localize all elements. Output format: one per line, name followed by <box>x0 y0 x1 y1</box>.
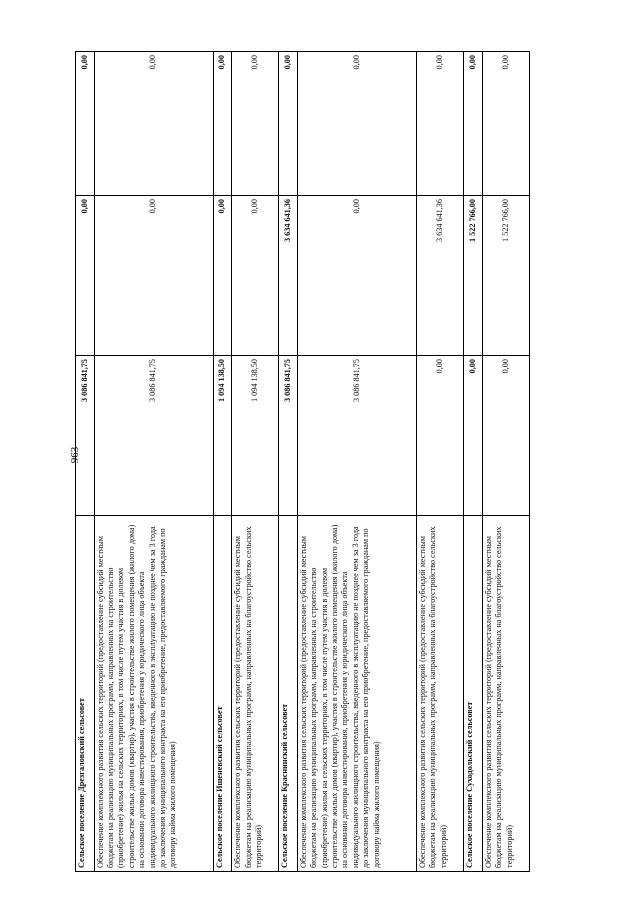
value-2021: 1 094 138,50 <box>213 356 232 516</box>
row-name: Сельское поселение Дрезгаловский сельсовет <box>76 516 95 872</box>
row-name: Обеспечение комплексного развития сельских территорий (предоставление субсидий местным бюджетам на реализацию муниципальных программ, направленных на благоустройство сельских территорий) <box>416 516 463 872</box>
row-name: Сельское поселение Суходольский сельсовет <box>464 516 483 872</box>
value-2022: 0,00 <box>232 196 279 356</box>
value-2022: 3 634 641,36 <box>279 196 298 356</box>
value-2023: 0,00 <box>232 52 279 196</box>
value-2021: 1 094 138,50 <box>232 356 279 516</box>
table-row <box>416 52 463 872</box>
value-2023: 0,00 <box>94 52 213 196</box>
value-2023: 0,00 <box>213 52 232 196</box>
row-name: Обеспечение комплексного развития сельских территорий (предоставление субсидий местным бюджетам на реализацию муниципальных программ, направленных на благоустройство сельских территорий) <box>482 516 529 872</box>
budget-table-body <box>76 52 530 872</box>
value-2023: 0,00 <box>416 52 463 196</box>
settlement-header-row <box>213 52 232 872</box>
table-row <box>232 52 279 872</box>
value-2021: 3 086 841,75 <box>94 356 213 516</box>
row-name: Сельское поселение Краснинский сельсовет <box>279 516 298 872</box>
rotated-table-container <box>75 52 530 872</box>
value-2021: 3 086 841,75 <box>279 356 298 516</box>
value-2023: 0,00 <box>297 52 416 196</box>
settlement-header-row <box>464 52 483 872</box>
value-2022: 0,00 <box>94 196 213 356</box>
value-2021: 0,00 <box>482 356 529 516</box>
settlement-header-row <box>76 52 95 872</box>
value-2022: 1 522 766,00 <box>464 196 483 356</box>
table-row <box>94 52 213 872</box>
budget-table <box>75 51 530 872</box>
table-row <box>482 52 529 872</box>
settlement-header-row <box>279 52 298 872</box>
row-name: Обеспечение комплексного развития сельских территорий (предоставление субсидий местным бюджетам на реализацию муниципальных программ, направленных на строительство (приобретение) жилья на сельских территориях, в том числе путем участия в долевом строительстве жилых домов (квартир), участия в строительстве жилого помещения (жилого дома) на основании договора инвестирования, приобретения у юридического лица объекта индивидуального жилищного строительства, введенного в эксплуатацию не позднее чем за 3 года до заключения муниципального контракта на его приобретение, предоставляемого гражданам по договору найма жилого помещения) <box>94 516 213 872</box>
row-name: Обеспечение комплексного развития сельских территорий (предоставление субсидий местным бюджетам на реализацию муниципальных программ, направленных на строительство (приобретение) жилья на сельских территориях, в том числе путем участия в долевом строительстве жилых домов (квартир), участия в строительстве жилого помещения (жилого дома) на основании договора инвестирования, приобретения у юридического лица объекта индивидуального жилищного строительства, введенного в эксплуатацию не позднее чем за 3 года до заключения муниципального контракта на его приобретение, предоставляемого гражданам по договору найма жилого помещения) <box>297 516 416 872</box>
value-2022: 0,00 <box>297 196 416 356</box>
value-2021: 0,00 <box>416 356 463 516</box>
value-2023: 0,00 <box>76 52 95 196</box>
value-2022: 0,00 <box>76 196 95 356</box>
value-2021: 0,00 <box>464 356 483 516</box>
value-2023: 0,00 <box>279 52 298 196</box>
row-name: Обеспечение комплексного развития сельских территорий (предоставление субсидий местным бюджетам на реализацию муниципальных программ, направленных на благоустройство сельских территорий) <box>232 516 279 872</box>
row-name: Сельское поселение Ишеневский сельсовет <box>213 516 232 872</box>
table-row <box>297 52 416 872</box>
page-number: 963 <box>69 446 81 464</box>
value-2023: 0,00 <box>482 52 529 196</box>
value-2022: 1 522 766,00 <box>482 196 529 356</box>
value-2022: 3 634 641,36 <box>416 196 463 356</box>
value-2022: 0,00 <box>213 196 232 356</box>
value-2021: 3 086 841,75 <box>297 356 416 516</box>
value-2021: 3 086 841,75 <box>76 356 95 516</box>
value-2023: 0,00 <box>464 52 483 196</box>
